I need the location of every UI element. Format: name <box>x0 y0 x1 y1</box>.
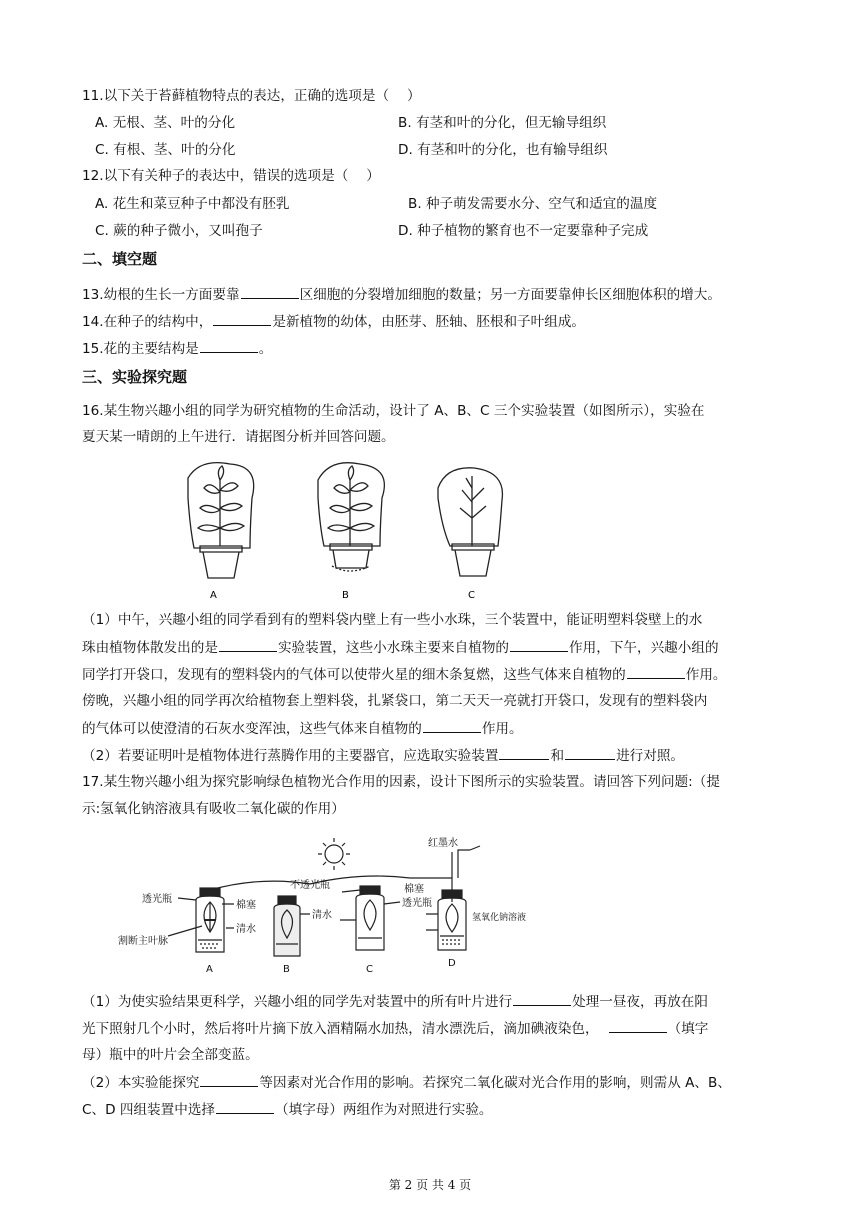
q14-text-post: 是新植物的幼体，由胚芽、胚轴、胚根和子叶组成。 <box>272 314 586 330</box>
q16-p1-line2-c: 作用，下午，兴趣小组的 <box>569 640 719 656</box>
q17-p2-line2 <box>82 1099 493 1120</box>
q17-p1-line1-b: 处理一昼夜，再放在阳 <box>572 994 708 1010</box>
q17-p1-line2 <box>82 1018 708 1039</box>
q12-option-b: B. 种子萌发需要水分、空气和适宜的温度 <box>408 196 658 212</box>
q15-blank <box>200 338 258 353</box>
q11-option-b: B. 有茎和叶的分化，但无输导组织 <box>398 115 607 131</box>
q17-blank-2 <box>609 1018 667 1033</box>
q16-p2-b: 和 <box>550 748 565 764</box>
q16-p1-line3-a: 同学打开袋口，发现有的塑料袋内的气体可以使带火星的细木条复燃，这些气体来自植物的 <box>82 667 626 683</box>
q17-p1-line2-a: 光下照射几个小时，然后将叶片摘下放入酒精隔水加热，清水漂洗后，滴加碘液染色， <box>82 1021 599 1037</box>
fig-label-c: C <box>468 590 475 601</box>
page-footer: 第 2 页 共 4 页 <box>388 1178 472 1192</box>
q14-text-pre: 14.在种子的结构中， <box>82 314 213 330</box>
q12-stem: 12.以下有关种子的表达中，错误的选项是（ ） <box>82 168 380 184</box>
q16-p1-line2-b: 实验装置，这些小水珠主要来自植物的 <box>277 640 510 656</box>
q11-option-d: D. 有茎和叶的分化，也有输导组织 <box>398 142 608 158</box>
q16-p1-line5 <box>82 718 523 739</box>
q14-blank <box>213 311 271 326</box>
q16-p2-c: 进行对照。 <box>616 748 685 764</box>
q13-blank <box>241 284 299 299</box>
label-water-b: 清水 <box>312 910 332 921</box>
q17-blank-3 <box>200 1072 258 1087</box>
q11-stem: 11.以下关于苔藓植物特点的表达，正确的选项是（ ） <box>82 88 421 104</box>
fig2-label-d: D <box>448 958 456 969</box>
q16-p1-line2-a: 珠由植物体散发出的是 <box>82 640 218 656</box>
sun-icon <box>318 838 350 870</box>
q16-blank-6 <box>565 745 615 760</box>
q14 <box>82 311 585 332</box>
q16-p2-a: （2）若要证明叶是植物体进行蒸腾作用的主要器官，应选取实验装置 <box>82 748 499 764</box>
q16-blank-4 <box>423 718 481 733</box>
q17-stem-line1: 17.某生物兴趣小组为探究影响绿色植物光合作用的因素，设计下图所示的实验装置。请回答下列问题:（提 <box>82 774 720 790</box>
label-red-ink: 红墨水 <box>428 838 458 849</box>
q17-p2-line2-b: （填字母）两组作为对照进行实验。 <box>275 1102 493 1118</box>
q16-blank-3 <box>627 664 685 679</box>
plant-b-with-bag <box>318 463 384 571</box>
q13-text-pre: 13.幼根的生长一方面要靠 <box>82 287 240 303</box>
plant-c-without-leaves <box>438 468 502 576</box>
q17-figure-bottles <box>110 832 530 980</box>
q17-p2-line1 <box>82 1072 731 1093</box>
section-heading-fill-in: 二、填空题 <box>82 250 158 268</box>
q16-stem-line1: 16.某生物兴趣小组的同学为研究植物的生命活动，设计了 A、B、C 三个实验装置（如图所示），实验在 <box>82 403 705 419</box>
q16-p1-line5-a: 的气体可以使澄清的石灰水变浑浊，这些气体来自植物的 <box>82 721 422 737</box>
q16-p1-line1: （1）中午，兴趣小组的同学看到有的塑料袋内壁上有一些小水珠，三个装置中，能证明塑料袋壁上的水 <box>82 612 703 628</box>
q16-p1-line3-b: 作用。 <box>685 667 727 683</box>
q13-text-post: 区细胞的分裂增加细胞的数量；另一方面要靠伸长区细胞体积的增大。 <box>299 287 721 303</box>
q17-blank-4 <box>216 1099 274 1114</box>
q16-blank-5 <box>499 745 549 760</box>
label-cotton-plug-1: 棉塞 <box>236 900 256 911</box>
q12-option-d: D. 种子植物的繁育也不一定要靠种子完成 <box>398 223 649 239</box>
q16-blank-2 <box>510 637 568 652</box>
plant-a-with-bag <box>188 463 254 578</box>
fig2-label-a: A <box>206 964 213 975</box>
label-clear-bottle-c: 透光瓶 <box>402 898 432 909</box>
label-clear-bottle-a: 透光瓶 <box>142 894 172 905</box>
q15 <box>82 338 272 359</box>
q16-p1-line2 <box>82 637 719 658</box>
label-cut-vein: 割断主叶脉 <box>118 936 168 947</box>
fig-label-b: B <box>342 590 349 601</box>
q11-option-c: C. 有根、茎、叶的分化 <box>95 142 236 158</box>
label-opaque-bottle: 不透光瓶 <box>290 880 330 891</box>
fig-label-a: A <box>210 590 217 601</box>
q17-blank-1 <box>513 991 571 1006</box>
q15-text-post: 。 <box>258 341 273 357</box>
q16-p2 <box>82 745 684 766</box>
q16-figure-plants <box>180 458 520 603</box>
q16-p1-line5-b: 作用。 <box>481 721 523 737</box>
label-naoh: 氢氧化钠溶液 <box>472 913 527 923</box>
q13 <box>82 284 721 305</box>
section-heading-experiment: 三、实验探究题 <box>82 368 188 386</box>
fig2-label-b: B <box>283 964 290 975</box>
q17-stem-line2: 示:氢氧化钠溶液具有吸收二氧化碳的作用） <box>82 801 345 817</box>
fig2-label-c: C <box>366 964 373 975</box>
q15-text-pre: 15.花的主要结构是 <box>82 341 199 357</box>
q17-p2-line2-a: C、D 四组装置中选择 <box>82 1102 216 1118</box>
q16-p1-line3 <box>82 664 727 685</box>
label-water-a: 清水 <box>236 924 256 935</box>
q17-p1-line3: 母）瓶中的叶片会全部变蓝。 <box>82 1047 259 1063</box>
q17-p2-line1-a: （2）本实验能探究 <box>82 1075 200 1091</box>
bottle-c <box>356 886 384 950</box>
q11-option-a: A. 无根、茎、叶的分化 <box>95 115 236 131</box>
q12-option-a: A. 花生和菜豆种子中都没有胚乳 <box>95 196 290 212</box>
q16-stem-line2: 夏天某一晴朗的上午进行．请据图分析并回答问题。 <box>82 429 395 445</box>
q17-p1-line1 <box>82 991 708 1012</box>
q17-p1-line1-a: （1）为使实验结果更科学，兴趣小组的同学先对装置中的所有叶片进行 <box>82 994 513 1010</box>
q17-p1-line2-b: （填字 <box>667 1021 709 1037</box>
q12-option-c: C. 蕨的种子微小，又叫孢子 <box>95 223 263 239</box>
bottle-b-opaque <box>274 896 300 956</box>
label-cotton-plug-2: 棉塞 <box>404 884 424 895</box>
q17-p2-line1-b: 等因素对光合作用的影响。若探究二氧化碳对光合作用的影响，则需从 A、B、 <box>259 1075 731 1091</box>
bottle-a <box>196 888 224 952</box>
q16-p1-line4: 傍晚，兴趣小组的同学再次给植物套上塑料袋，扎紧袋口，第二天天一亮就打开袋口，发现有的塑料袋内 <box>82 693 708 709</box>
q16-blank-1 <box>219 637 277 652</box>
